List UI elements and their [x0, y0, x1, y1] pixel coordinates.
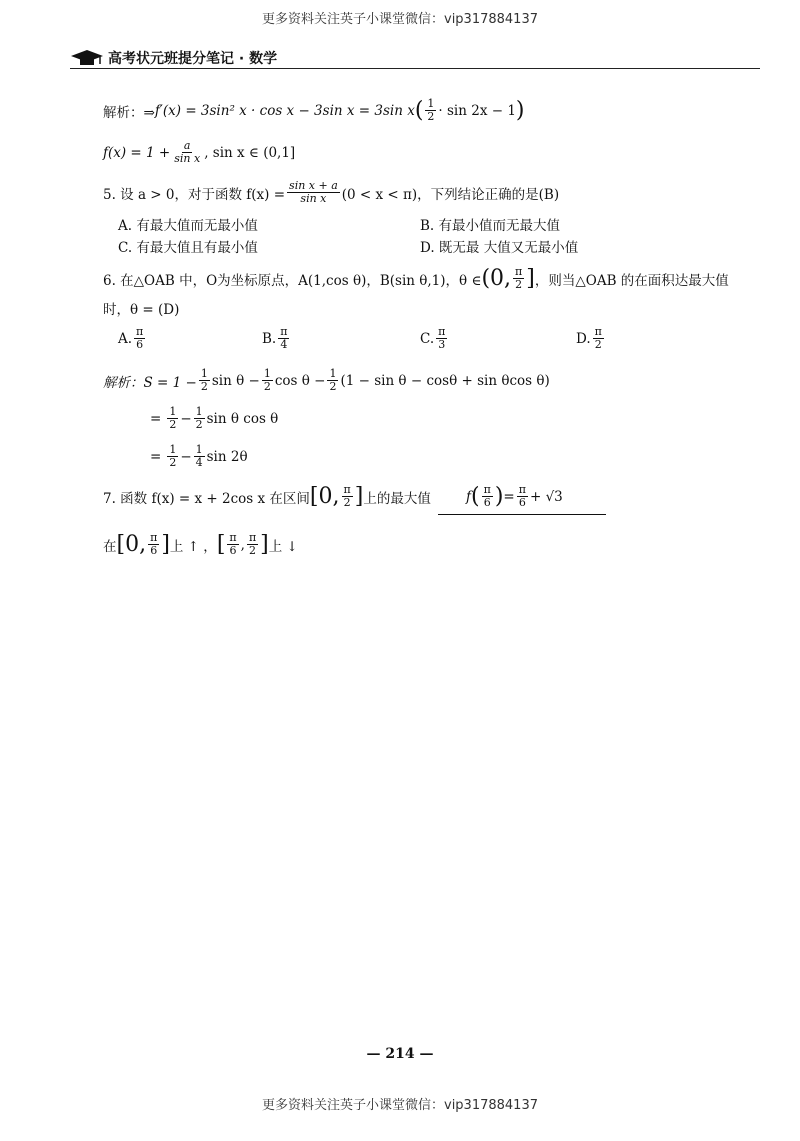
q6-option-b: B. $\frac{\pi}{4}$ [262, 325, 288, 351]
analysis2-lead: 解析：S = 1 − [103, 374, 197, 391]
q5-option-a: A. 有最大值而无最小值 [118, 218, 258, 234]
q7-answer: f ( $\frac{\pi}{6}$ ) = $\frac{\pi}{6}$ + √3 [466, 483, 563, 509]
book-header [70, 48, 277, 68]
analysis-area-line-2: = $\frac{1}{2}$ − $\frac{1}{2}$ sin θ cos θ [150, 405, 279, 431]
page-number: — 214 — [366, 1046, 434, 1062]
answer-underline [438, 514, 606, 515]
analysis-area-line-1: 解析：S = 1 − $\frac{1}{2}$ sin θ − $\frac{1}{2}$ cos θ − $\frac{1}{2}$ (1 − sin θ − cosθ + sin θcos θ) [103, 367, 550, 393]
fraction-a-over-sinx: $\frac{a}{\text{sin x}}$ [174, 139, 201, 165]
fx-rewrite-line [103, 140, 295, 165]
bottom-watermark: 更多资料关注英子小课堂微信：vip317884137 [262, 1098, 538, 1113]
q5-stem-start: 5. 设 a > 0，对于函数 f(x) = [103, 186, 286, 203]
q6-interval-open: (0, [481, 265, 512, 291]
analysis-derivative [103, 98, 525, 123]
q5-stem-end: (0 < x < π)，下列结论正确的是(B) [341, 186, 560, 203]
analysis-label: 解析：⇒ [103, 104, 155, 121]
derivative-rest: · sin 2x − 1 [438, 102, 516, 119]
decreasing-marker: 上 ↓ [268, 538, 298, 555]
analysis-area-line-3: = $\frac{1}{2}$ − $\frac{1}{4}$ sin 2θ [150, 443, 248, 469]
q6-stem-start: 6. 在△OAB 中，O为坐标原点，A(1,cos θ)，B(sin θ,1)，θ ∈ [103, 272, 482, 289]
question-6-stem [103, 266, 729, 291]
q6-stem-answer: 时，θ = (D) [103, 302, 180, 318]
header-title: 高考状元班提分笔记 · 数学 [108, 51, 278, 67]
top-watermark: 更多资料关注英子小课堂微信：vip317884137 [262, 12, 538, 27]
q6-option-a: A. $\frac{\pi}{6}$ [118, 325, 144, 351]
question-5-stem [103, 180, 559, 205]
monotonicity-line: 在 [0, $\frac{\pi}{6}$ ] 上 ↑ ， [ $\frac{\pi}{6}$ , $\frac{\pi}{2}$ ] 上 ↓ [103, 531, 298, 557]
paren-open: ( [414, 97, 424, 123]
increasing-marker: 上 ↑ ， [169, 538, 217, 555]
graduation-cap-icon [70, 49, 104, 67]
q5-fraction: $\frac{\text{sin x + a}}{\text{sin x}}$ [289, 179, 338, 205]
q6-option-d: D. $\frac{\pi}{2}$ [576, 325, 602, 351]
q5-option-d: D. 既无最 大值又无最小值 [420, 240, 579, 256]
q6-option-c: C. $\frac{\pi}{3}$ [420, 325, 446, 351]
q7-stem-start: 7. 函数 f(x) = x + 2cos x 在区间 [103, 490, 310, 507]
q6-stem-end: ，则当△OAB 的在面积达最大值 [534, 272, 729, 289]
header-rule [70, 68, 760, 69]
fx-rhs: , sin x ∈ (0,1] [204, 144, 296, 161]
fx-lhs: f(x) = 1 + [103, 144, 171, 161]
q6-interval-close: ] [526, 265, 535, 291]
q7-stem-end: 上的最大值 [363, 490, 431, 507]
q5-option-c: C. 有最大值且有最小值 [118, 240, 258, 256]
question-7-stem: 7. 函数 f(x) = x + 2cos x 在区间 [0, $\frac{\pi}{2}$ ] 上的最大值 [103, 483, 431, 509]
paren-close: ) [515, 97, 525, 123]
fraction-half: $\frac{1}{2}$ [427, 97, 435, 123]
derivative-expression: f′(x) = 3sin² x · cos x − 3sin x = 3sin x [154, 102, 415, 119]
q5-option-b: B. 有最小值而无最大值 [420, 218, 561, 234]
q6-pi-over-2: $\frac{\pi}{2}$ [515, 265, 523, 291]
